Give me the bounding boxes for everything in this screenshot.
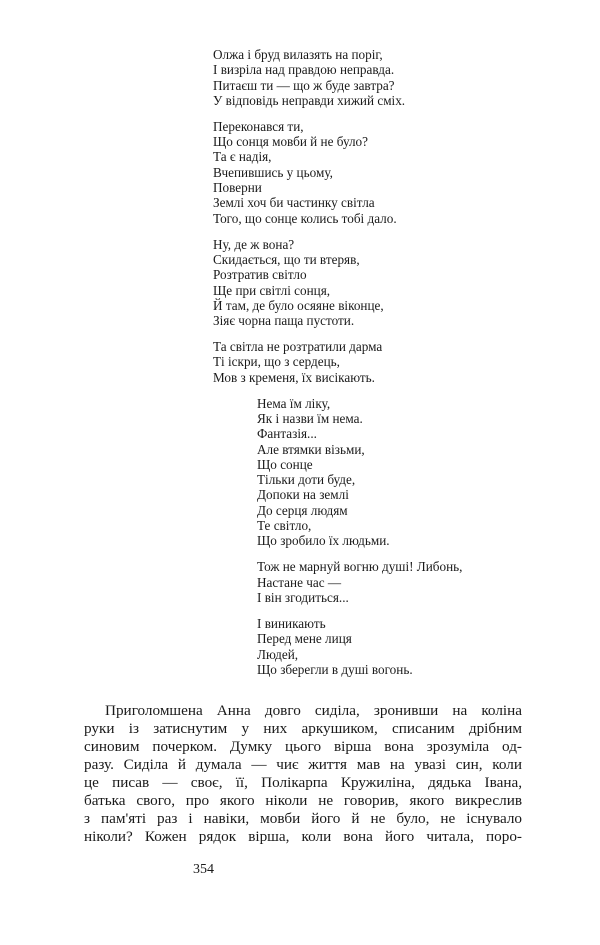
poem-line: І він згодиться...	[257, 589, 349, 605]
poem-line: І визріла над правдою неправда.	[213, 62, 395, 78]
prose-line: батька свого, про якого ніколи не говорив, якого викреслив	[84, 792, 522, 809]
poem-line: Та світла не розтратили дарма	[213, 339, 383, 355]
poem-stanza	[213, 396, 462, 549]
poem-line: Переконався ти,	[213, 118, 304, 134]
poem-line: Ну, де ж вона?	[213, 236, 295, 252]
poem-line: Що сонце	[257, 456, 313, 472]
poem-line: Мов з кременя, їх висікають.	[213, 369, 375, 385]
poem-line: Як і назви їм нема.	[257, 410, 363, 426]
poem-stanza	[213, 559, 462, 605]
poem-line: Що сонця мовби й не було?	[213, 134, 368, 150]
poem-line: Скидається, що ти втеряв,	[213, 251, 360, 267]
prose-line: ніколи? Кожен рядок вірша, коли вона його читала, поро-	[84, 828, 522, 845]
poem-line: Вчепившись у цьому,	[213, 164, 333, 180]
poem-line: Що зробило їх людьми.	[257, 533, 390, 549]
poem-stanza	[213, 119, 462, 226]
poem-line: Того, що сонце колись тобі дало.	[213, 210, 397, 226]
prose-line: Приголомшена Анна довго сиділа, зронивши на коліна	[105, 702, 522, 719]
poem-line: Олжа і бруд вилазять на поріг,	[213, 47, 383, 62]
page-number: 354	[193, 862, 214, 877]
poem-line: Тільки доти буде,	[257, 472, 356, 488]
poem-line: Людей,	[257, 646, 299, 662]
poem-line: У відповідь неправди хижий сміх.	[213, 92, 406, 108]
poem-line: Нема їм ліку,	[257, 395, 331, 411]
prose-line: це писав — своє, її, Полікарпа Кружиліна, дядька Івана,	[84, 774, 522, 791]
prose-line: синовим почерком. Думку цього вірша вона зрозуміла од-	[84, 738, 522, 755]
poem-line: До серця людям	[257, 502, 348, 518]
poem-line: Тож не марнуй вогню душі! Либонь,	[257, 559, 463, 575]
poem-line: Питаєш ти — що ж буде завтра?	[213, 77, 395, 93]
poem-line: Ті іскри, що з сердець,	[213, 354, 340, 370]
poem-stanza	[213, 339, 462, 385]
prose-line: з пам'яті раз і навіки, мовби його й не було, не існувало	[84, 810, 522, 827]
prose-paragraph	[84, 702, 522, 846]
poem-line: Те світло,	[257, 518, 312, 534]
poem-line: Фантазія...	[257, 426, 317, 442]
poem-line: Але втямки візьми,	[257, 441, 365, 457]
prose-line: разу. Сиділа й думала — чиє життя мав на увазі син, коли	[84, 756, 522, 773]
poem-line: Й там, де було осяяне віконце,	[213, 297, 384, 313]
poem-line: Настане час —	[257, 574, 342, 590]
poem-line: Землі хоч би частинку світла	[213, 195, 375, 211]
poem-line: І виникають	[257, 615, 326, 631]
poem-line: Що зберегли в душі вогонь.	[257, 661, 413, 677]
poem-line: Поверни	[213, 180, 262, 196]
poem-stanza	[213, 237, 462, 329]
poem-line: Перед мене лиця	[257, 631, 352, 647]
poem-stanza	[213, 616, 462, 677]
poem-stanza	[213, 47, 462, 108]
poem-line: Допоки на землі	[257, 487, 349, 503]
poem	[213, 47, 462, 688]
poem-line: Розтратив світло	[213, 267, 307, 283]
prose-line: руки із затиснутим у них аркушиком, списаним дрібним	[84, 720, 522, 737]
poem-line: Та є надія,	[213, 149, 272, 165]
poem-line: Ще при світлі сонця,	[213, 282, 331, 298]
poem-line: Зіяє чорна паща пустоти.	[213, 313, 355, 329]
